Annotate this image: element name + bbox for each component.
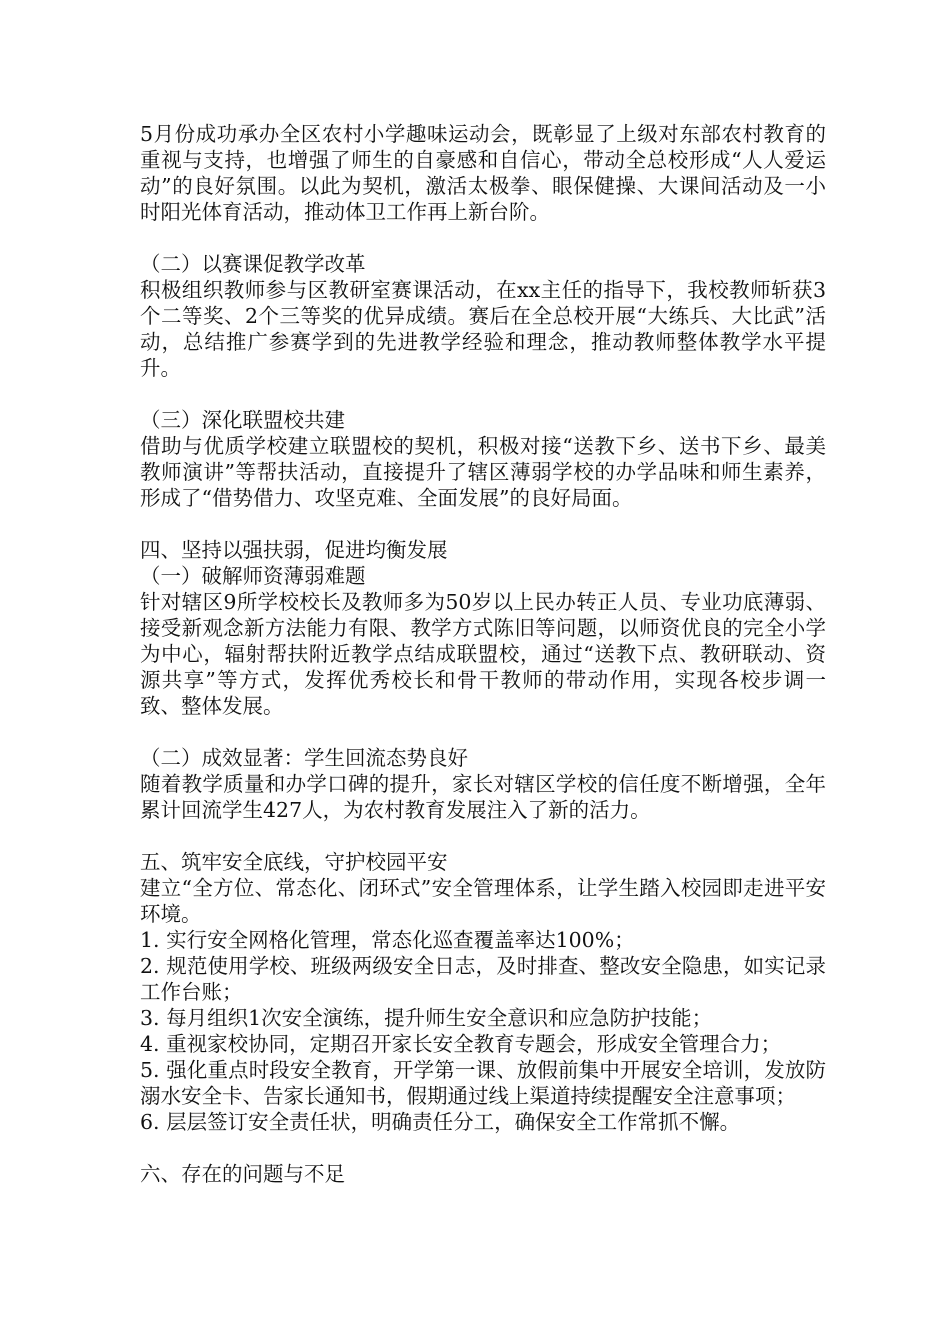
paragraph-sports-meet: 5月份成功承办全区农村小学趣味运动会，既彰显了上级对东部农村教育的重视与支持，也增强了师生的自豪感和自信心，带动全总校形成“人人爱运动”的良好氛围。以此为契机，激活太极拳、眼保健操、大课间活动及一小时阳光体育活动，推动体卫工作再上新台阶。 bbox=[140, 122, 826, 224]
list-item-safety-1: 1. 实行安全网格化管理，常态化巡查覆盖率达100%； bbox=[140, 928, 635, 952]
paragraph-spacer bbox=[140, 1135, 826, 1161]
subheading-alliance-schools: （三）深化联盟校共建 bbox=[140, 408, 345, 432]
section-heading-problems: 六、存在的问题与不足 bbox=[140, 1162, 345, 1186]
list-item-safety-3: 3. 每月组织1次安全演练，提升师生安全意识和应急防护技能； bbox=[140, 1006, 713, 1030]
section-heading-balanced-development: 四、坚持以强扶弱，促进均衡发展 bbox=[140, 538, 448, 562]
list-item-safety-6: 6. 层层签订安全责任状，明确责任分工，确保安全工作常抓不懈。 bbox=[140, 1110, 741, 1134]
subheading-teacher-shortage: （一）破解师资薄弱难题 bbox=[140, 564, 366, 588]
paragraph-spacer bbox=[140, 823, 826, 849]
paragraph-spacer bbox=[140, 719, 826, 745]
paragraph-campus-safety: 建立“全方位、常态化、闭环式”安全管理体系，让学生踏入校园即走进平安环境。 bbox=[140, 876, 826, 926]
subheading-competition-reform: （二）以赛课促教学改革 bbox=[140, 252, 366, 276]
section-heading-campus-safety: 五、筑牢安全底线，守护校园平安 bbox=[140, 850, 448, 874]
paragraph-competition-reform: 积极组织教师参与区教研室赛课活动，在xx主任的指导下，我校教师斩获3个二等奖、2个三等奖的优异成绩。赛后在全总校开展“大练兵、大比武”活动，总结推广参赛学到的先进教学经验和理念，推动教师整体教学水平提升。 bbox=[140, 278, 826, 380]
paragraph-teacher-shortage: 针对辖区9所学校校长及教师多为50岁以上民办转正人员、专业功底薄弱、接受新观念新方法能力有限、教学方式陈旧等问题，以师资优良的完全小学为中心，辐射帮扶附近教学点结成联盟校，通过“送教下点、教研联动、资源共享”等方式，发挥优秀校长和骨干教师的带动作用，实现各校步调一致、整体发展。 bbox=[140, 590, 826, 718]
document-body bbox=[140, 121, 826, 1187]
paragraph-student-return: 随着教学质量和办学口碑的提升，家长对辖区学校的信任度不断增强，全年累计回流学生427人，为农村教育发展注入了新的活力。 bbox=[140, 772, 826, 822]
paragraph-alliance-schools: 借助与优质学校建立联盟校的契机，积极对接“送教下乡、送书下乡、最美教师演讲”等帮扶活动，直接提升了辖区薄弱学校的办学品味和师生素养，形成了“借势借力、攻坚克难、全面发展”的良好局面。 bbox=[140, 434, 826, 510]
subheading-student-return: （二）成效显著：学生回流态势良好 bbox=[140, 746, 468, 770]
list-item-safety-2: 2. 规范使用学校、班级两级安全日志，及时排查、整改安全隐患，如实记录工作台账； bbox=[140, 954, 826, 1004]
paragraph-spacer bbox=[140, 381, 826, 407]
list-item-safety-4: 4. 重视家校协同，定期召开家长安全教育专题会，形成安全管理合力； bbox=[140, 1032, 782, 1056]
paragraph-spacer bbox=[140, 511, 826, 537]
paragraph-spacer bbox=[140, 225, 826, 251]
list-item-safety-5: 5. 强化重点时段安全教育，开学第一课、放假前集中开展安全培训，发放防溺水安全卡、告家长通知书，假期通过线上渠道持续提醒安全注意事项； bbox=[140, 1058, 826, 1108]
